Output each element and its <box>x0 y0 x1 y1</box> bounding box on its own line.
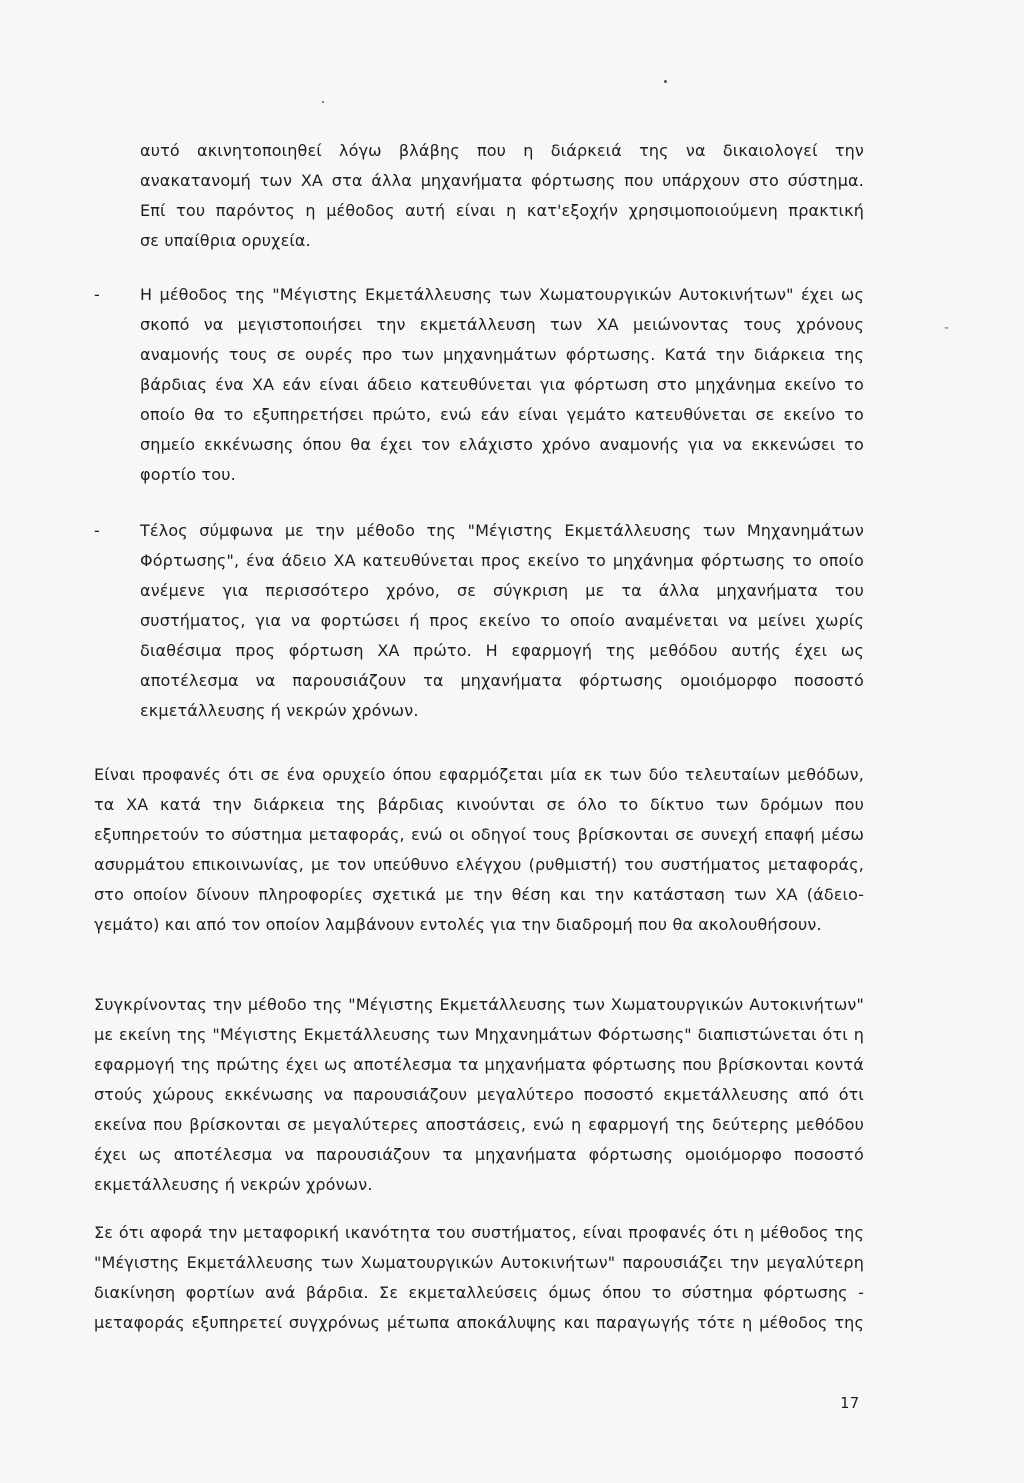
text-line: Τέλος σύμφωνα με την μέθοδο της "Μέγιστης Εκμετάλλευσης των Μηχανημάτων <box>140 521 864 540</box>
page-number: 17 <box>839 1394 860 1412</box>
text-line: γεμάτο) και από τον οποίον λαμβάνουν εντολές για την διαδρομή που θα ακολουθήσουν. <box>94 915 822 934</box>
text-line: Είναι προφανές ότι σε ένα ορυχείο όπου εφαρμόζεται μία εκ των δύο τελευταίων μεθόδων, <box>94 765 864 784</box>
text-line: Φόρτωσης", ένα άδειο ΧΑ κατευθύνεται προς εκείνο το μηχάνημα φόρτωσης το οποίο <box>140 551 864 570</box>
text-line: Επί του παρόντος η μέθοδος αυτή είναι η κατ'εξοχήν χρησιμοποιούμενη πρακτική <box>140 201 864 220</box>
text-line: με εκείνη της "Μέγιστης Εκμετάλλευσης των Μηχανημάτων Φόρτωσης" διαπιστώνεται ότι η <box>94 1025 864 1044</box>
text-line: εφαρμογή της πρώτης έχει ως αποτέλεσμα τα μηχανήματα φόρτωσης που βρίσκονται κοντά <box>94 1055 864 1074</box>
text-line: ανέμενε για περισσότερο χρόνο, σε σύγκριση με τα άλλα μηχανήματα του <box>140 581 864 600</box>
text-line: ασυρμάτου επικοινωνίας, με τον υπεύθυνο ελέγχου (ρυθμιστή) του συστήματος μεταφοράς, <box>94 855 864 874</box>
text-line: εκμετάλλευσης ή νεκρών χρόνων. <box>140 701 419 720</box>
text-line: "Μέγιστης Εκμετάλλευσης των Χωματουργικών Αυτοκινήτων" παρουσιάζει την μεγαλύτερη <box>94 1253 864 1272</box>
bullet-dash: - <box>94 521 100 540</box>
text-line: αποτέλεσμα να παρουσιάζουν τα μηχανήματα φόρτωσης ομοιόμορφο ποσοστό <box>140 671 864 690</box>
text-line: έχει ως αποτέλεσμα να παρουσιάζουν τα μηχανήματα φόρτωσης ομοιόμορφο ποσοστό <box>94 1145 864 1164</box>
text-line: στο οποίον δίνουν πληροφορίες σχετικά με την θέση και την κατάσταση των ΧΑ (άδειο- <box>94 885 864 904</box>
text-line: Συγκρίνοντας την μέθοδο της "Μέγιστης Εκμετάλλευσης των Χωματουργικών Αυτοκινήτων" <box>94 995 864 1014</box>
text-line: αναμονής τους σε ουρές προ των μηχανημάτων φόρτωσης. Κατά την διάρκεια της <box>140 345 864 364</box>
text-line: σημείο εκκένωσης όπου θα έχει τον ελάχιστο χρόνο αναμονής για να εκκενώσει το <box>140 435 864 454</box>
text-line: ανακατανομή των ΧΑ στα άλλα μηχανήματα φόρτωσης που υπάρχουν στο σύστημα. <box>140 171 864 190</box>
text-line: διακίνηση φορτίων ανά βάρδια. Σε εκμεταλλεύσεις όμως όπου το σύστημα φόρτωσης - <box>94 1283 864 1302</box>
text-line: διαθέσιμα προς φόρτωση ΧΑ πρώτο. Η εφαρμογή της μεθόδου αυτής έχει ως <box>140 641 864 660</box>
paragraph-communication <box>94 760 864 940</box>
text-line: εκμετάλλευσης ή νεκρών χρόνων. <box>94 1175 373 1194</box>
bullet-paragraph-max-truck-utilization <box>140 280 864 490</box>
scan-speck <box>322 101 324 103</box>
text-line: σε υπαίθρια ορυχεία. <box>140 231 311 250</box>
text-line: μεταφοράς εξυπηρετεί συγχρόνως μέτωπα αποκάλυψης και παραγωγής τότε η μέθοδος της <box>94 1313 864 1332</box>
text-line: σκοπό να μεγιστοποιήσει την εκμετάλλευση των ΧΑ μειώνοντας τους χρόνους <box>140 315 864 334</box>
text-line: στούς χώρους εκκένωσης να παρουσιάζουν μεγαλύτερο ποσοστό εκμετάλλευσης από ότι <box>94 1085 864 1104</box>
text-line: φορτίο του. <box>140 465 236 484</box>
text-line: αυτό ακινητοποιηθεί λόγω βλάβης που η διάρκειά της να δικαιολογεί την <box>140 141 864 160</box>
text-line: συστήματος, για να φορτώσει ή προς εκείνο το οποίο αναμένεται να μείνει χωρίς <box>140 611 864 630</box>
text-line: εξυπηρετούν το σύστημα μεταφοράς, ενώ οι οδηγοί τους βρίσκονται σε συνεχή επαφή μέσω <box>94 825 864 844</box>
text-line: εκείνα που βρίσκονται σε μεγαλύτερες αποστάσεις, ενώ η εφαρμογή της δεύτερης μεθόδου <box>94 1115 864 1134</box>
scan-speck <box>664 80 667 83</box>
paragraph-transport-capacity <box>94 1218 864 1338</box>
bullet-paragraph-max-shovel-utilization <box>140 516 864 726</box>
text-line: τα ΧΑ κατά την διάρκεια της βάρδιας κινούνται σε όλο το δίκτυο των δρόμων που <box>94 795 864 814</box>
paragraph-comparison <box>94 990 864 1200</box>
bullet-dash: - <box>94 285 100 304</box>
margin-mark: - <box>944 320 950 336</box>
paragraph-continuation <box>140 136 864 256</box>
text-line: Η μέθοδος της "Μέγιστης Εκμετάλλευσης των Χωματουργικών Αυτοκινήτων" έχει ως <box>140 285 864 304</box>
text-line: βάρδιας ένα ΧΑ εάν είναι άδειο κατευθύνεται για φόρτωση στο μηχάνημα εκείνο το <box>140 375 864 394</box>
text-line: οποίο θα το εξυπηρετήσει πρώτο, ενώ εάν είναι γεμάτο κατευθύνεται σε εκείνο το <box>140 405 864 424</box>
text-line: Σε ότι αφορά την μεταφορική ικανότητα του συστήματος, είναι προφανές ότι η μέθοδος της <box>94 1223 864 1242</box>
